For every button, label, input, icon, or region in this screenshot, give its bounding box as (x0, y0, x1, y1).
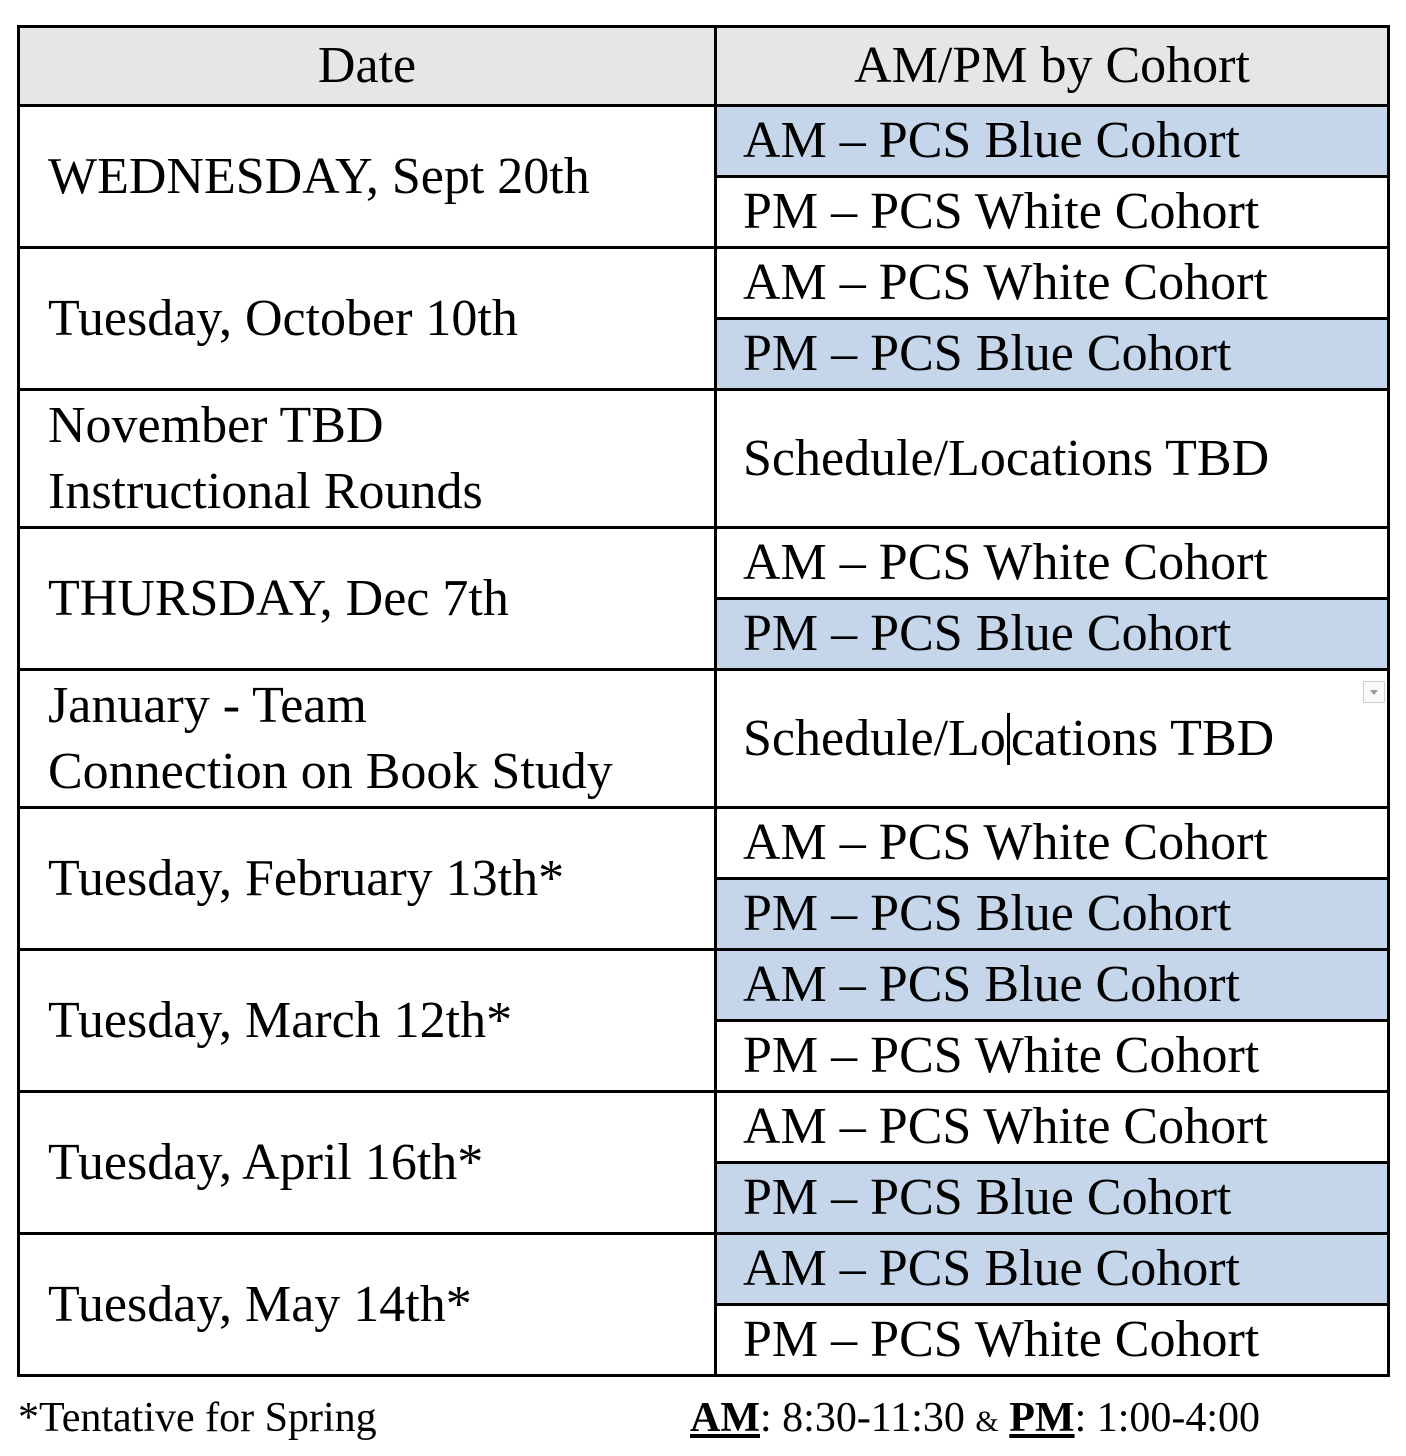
table-row (19, 1092, 1389, 1163)
pm-time: : 1:00-4:00 (1074, 1395, 1261, 1441)
tentative-note: *Tentative for Spring (18, 1395, 377, 1441)
table-row (19, 670, 1389, 808)
session-cell-white[interactable]: AM – PCS White Cohort (716, 1092, 1389, 1163)
table-row (19, 390, 1389, 528)
text-cursor (1007, 713, 1010, 765)
date-line: Tuesday, February 13th* (48, 849, 565, 907)
table-row (19, 808, 1389, 879)
session-cell-blue[interactable]: PM – PCS Blue Cohort (716, 319, 1389, 390)
session-cell-white[interactable]: AM – PCS White Cohort (716, 808, 1389, 879)
header-row (19, 27, 1389, 106)
date-line: THURSDAY, Dec 7th (48, 569, 509, 627)
table-row (19, 950, 1389, 1021)
session-cell-blue[interactable]: PM – PCS Blue Cohort (716, 1163, 1389, 1234)
date-cell[interactable] (19, 808, 716, 950)
date-line: Tuesday, May 14th* (48, 1275, 472, 1333)
session-times (690, 1393, 1260, 1447)
date-line: Instructional Rounds (48, 462, 483, 520)
ampersand: & (975, 1405, 999, 1438)
session-cell-white[interactable]: PM – PCS White Cohort (716, 1305, 1389, 1376)
session-cell-blue[interactable]: PM – PCS Blue Cohort (716, 879, 1389, 950)
date-line: January - Team (48, 676, 367, 734)
schedule-body (19, 106, 1389, 1376)
date-line: Connection on Book Study (48, 742, 613, 800)
date-line: Tuesday, March 12th* (48, 991, 513, 1049)
session-cell-blue[interactable]: AM – PCS Blue Cohort (716, 950, 1389, 1021)
date-column-header: Date (19, 27, 716, 106)
date-cell[interactable] (19, 390, 716, 528)
session-cell-blue[interactable]: AM – PCS Blue Cohort (716, 1234, 1389, 1305)
tbd-text-after-cursor: cations TBD (1010, 710, 1275, 767)
date-cell[interactable] (19, 1092, 716, 1234)
session-cell-white[interactable]: PM – PCS White Cohort (716, 1021, 1389, 1092)
date-line: Tuesday, October 10th (48, 289, 518, 347)
date-cell[interactable] (19, 248, 716, 390)
pm-label: PM (1009, 1395, 1075, 1441)
table-row (19, 528, 1389, 599)
date-line: November TBD (48, 396, 384, 454)
session-cell-blue[interactable]: AM – PCS Blue Cohort (716, 106, 1389, 177)
session-cell-white[interactable]: AM – PCS White Cohort (716, 248, 1389, 319)
dropdown-arrow-icon[interactable] (1363, 681, 1385, 703)
schedule-tbd-cell[interactable] (716, 670, 1389, 808)
am-label: AM (690, 1395, 760, 1441)
table-row (19, 106, 1389, 177)
date-cell[interactable] (19, 528, 716, 670)
schedule-table (17, 25, 1390, 1377)
session-cell-blue[interactable]: PM – PCS Blue Cohort (716, 599, 1389, 670)
session-cell-white[interactable]: PM – PCS White Cohort (716, 177, 1389, 248)
date-cell[interactable] (19, 670, 716, 808)
date-line: WEDNESDAY, Sept 20th (48, 147, 590, 205)
date-cell[interactable] (19, 950, 716, 1092)
date-line: Tuesday, April 16th* (48, 1133, 484, 1191)
date-cell[interactable] (19, 1234, 716, 1376)
session-cell-white[interactable]: AM – PCS White Cohort (716, 528, 1389, 599)
schedule-tbd-cell[interactable]: Schedule/Locations TBD (716, 390, 1389, 528)
table-row (19, 248, 1389, 319)
date-cell[interactable] (19, 106, 716, 248)
table-row (19, 1234, 1389, 1305)
am-time: : 8:30-11:30 (759, 1395, 976, 1441)
tbd-text-before-cursor: Schedule/Lo (743, 710, 1006, 767)
cohort-column-header: AM/PM by Cohort (716, 27, 1389, 106)
